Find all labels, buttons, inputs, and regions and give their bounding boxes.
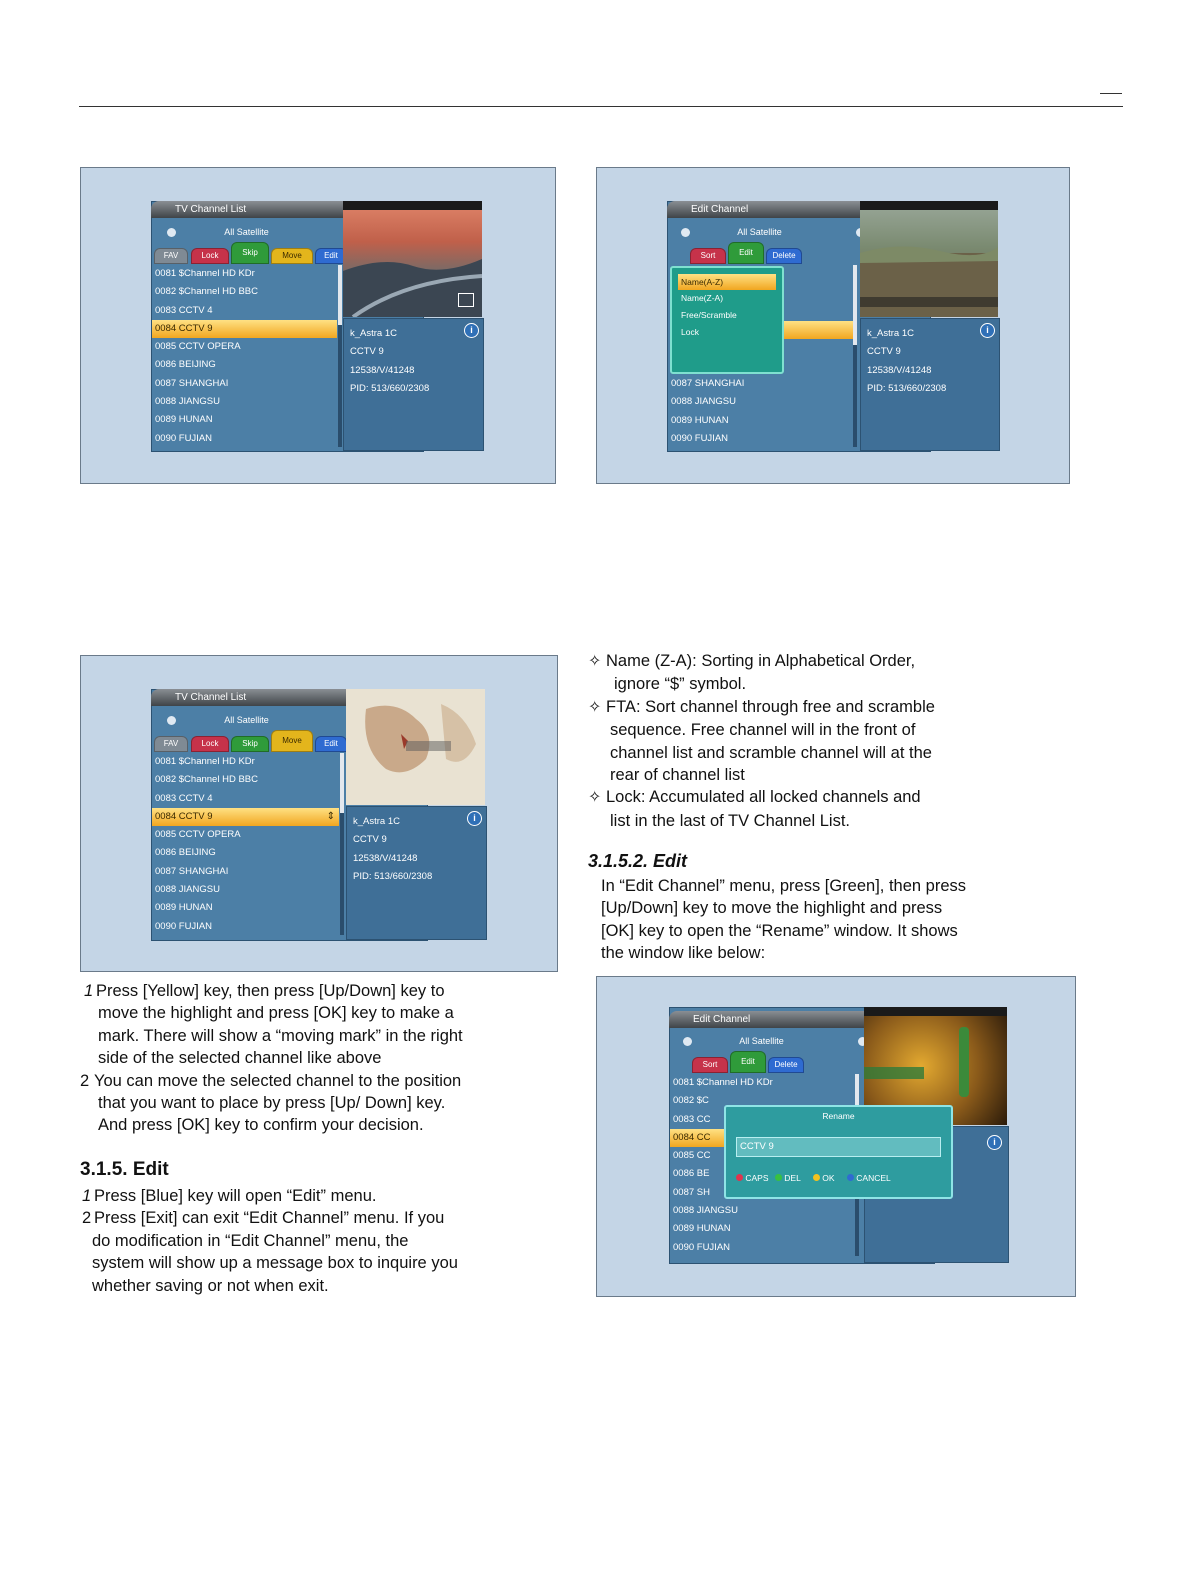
star-bullet-icon: ✧: [588, 698, 602, 716]
channel-row[interactable]: 0081 $Channel HD KDr: [155, 268, 255, 279]
header-mark: [1100, 93, 1122, 94]
tab-lock[interactable]: Lock: [191, 248, 229, 264]
satellite-label: All Satellite: [739, 1036, 784, 1046]
sort-option-name-az[interactable]: Name(A-Z): [678, 274, 776, 290]
channel-row[interactable]: 0083 CCTV 4: [155, 792, 213, 804]
list-item: ✧ Lock: Accumulated all locked channels and: [588, 786, 1028, 809]
sort-option-free-scramble[interactable]: Free/Scramble: [681, 310, 737, 320]
satellite-label: All Satellite: [224, 227, 269, 237]
satellite-selector[interactable]: [669, 1033, 854, 1050]
channel-row[interactable]: 0089 HUNAN: [671, 414, 729, 426]
channel-list: [668, 375, 848, 448]
arrow-left-icon[interactable]: [167, 716, 176, 725]
channel-row[interactable]: 0081 $Channel HD KDr: [155, 756, 255, 767]
channel-row[interactable]: 0086 BEIJING: [155, 359, 216, 371]
function-tabs: [690, 244, 840, 264]
tab-edit[interactable]: Edit: [315, 736, 347, 752]
info-channel: CCTV 9: [867, 346, 901, 358]
osd-title: Edit Channel: [669, 1011, 933, 1028]
tab-move[interactable]: Move: [271, 248, 313, 264]
osd-title: Edit Channel: [667, 201, 929, 218]
edit-sub-paragraph: In “Edit Channel” menu, press [Green], then press [Up/Down] key to move the highlight and press [OK] key to open the “Rename” window. It shows the window like below:: [601, 877, 967, 963]
channel-scrollbar[interactable]: [338, 265, 342, 447]
tab-skip[interactable]: Skip: [231, 736, 269, 752]
rename-title: Rename: [822, 1111, 855, 1121]
channel-row[interactable]: 0090 FUJIAN: [155, 432, 213, 444]
ok-button[interactable]: OK: [822, 1173, 835, 1183]
info-pid: PID: 513/660/2308: [350, 382, 430, 394]
channel-row[interactable]: 0087 SHANGHAI: [155, 377, 229, 389]
info-channel: CCTV 9: [350, 346, 384, 358]
channel-row[interactable]: 0087 SH: [673, 1186, 710, 1198]
channel-row[interactable]: 0090 FUJIAN: [673, 1241, 731, 1253]
channel-row[interactable]: 0082 $Channel HD BBC: [155, 286, 258, 298]
channel-row[interactable]: 0089 HUNAN: [155, 414, 213, 426]
section-heading-edit: 3.1.5. Edit: [80, 1159, 169, 1180]
list-item-cont: ignore “$” symbol.: [614, 675, 747, 694]
grassland-image: [860, 201, 998, 317]
channel-row[interactable]: 0082 $Channel HD BBC: [155, 774, 258, 786]
info-channel: CCTV 9: [353, 834, 387, 846]
tab-delete[interactable]: Delete: [766, 248, 802, 264]
channel-row-selected[interactable]: [152, 320, 337, 338]
info-frequency: 12538/V/41248: [867, 364, 932, 376]
red-dot-icon: [736, 1174, 743, 1181]
satellite-label: All Satellite: [224, 715, 269, 725]
info-satellite: k_Astra 1C: [867, 328, 914, 339]
osd-title: TV Channel List: [151, 201, 421, 218]
rename-input[interactable]: CCTV 9: [736, 1137, 941, 1157]
tab-skip[interactable]: Skip: [231, 242, 269, 264]
tab-edit[interactable]: Edit: [315, 248, 347, 264]
satellite-selector[interactable]: [151, 224, 342, 241]
satellite-selector[interactable]: [151, 712, 342, 729]
tab-sort[interactable]: Sort: [692, 1057, 728, 1073]
channel-row[interactable]: 0090 FUJIAN: [155, 920, 213, 932]
move-mark-icon: ⇕: [326, 810, 335, 822]
tab-fav[interactable]: FAV: [154, 736, 188, 752]
satellite-label: All Satellite: [737, 227, 782, 237]
arrow-left-icon[interactable]: [167, 228, 176, 237]
channel-info-panel: [860, 318, 1000, 451]
channel-info-panel: [346, 806, 487, 940]
list-item: ✧ FTA: Sort channel through free and scramble: [588, 696, 1028, 719]
tab-move[interactable]: Move: [271, 730, 313, 752]
del-button[interactable]: DEL: [784, 1173, 801, 1183]
section-heading-edit-sub: 3.1.5.2. Edit: [588, 851, 688, 871]
green-dot-icon: [775, 1174, 782, 1181]
video-preview: [343, 201, 482, 317]
highlight-bar: [778, 321, 855, 339]
channel-row-selected[interactable]: [152, 808, 339, 826]
sort-menu: [670, 266, 784, 374]
channel-row[interactable]: 0085 CCTV OPERA: [155, 341, 241, 353]
map-image: [346, 689, 485, 805]
channel-row[interactable]: 0089 HUNAN: [155, 902, 213, 914]
channel-list: [152, 265, 337, 448]
sort-option-name-za[interactable]: Name(Z-A): [681, 293, 724, 303]
channel-row[interactable]: 0083 CC: [673, 1113, 711, 1125]
channel-row[interactable]: 0083 CCTV 4: [155, 304, 213, 316]
info-icon: i: [980, 323, 995, 338]
video-preview: [346, 689, 485, 805]
rename-buttons: [736, 1173, 891, 1183]
info-pid: PID: 513/660/2308: [353, 870, 433, 882]
arrow-left-icon[interactable]: [681, 228, 690, 237]
tab-lock[interactable]: Lock: [191, 736, 229, 752]
blue-dot-icon: [847, 1174, 854, 1181]
info-icon: i: [464, 323, 479, 338]
osd-title: TV Channel List: [151, 689, 423, 706]
tab-fav[interactable]: FAV: [154, 248, 188, 264]
channel-row[interactable]: 0088 JIANGSU: [155, 396, 220, 408]
tab-sort[interactable]: Sort: [690, 248, 726, 264]
video-preview: [860, 201, 998, 317]
sort-options-list: ✧ Name (Z-A): Sorting in Alphabetical Order, ignore “$” symbol. ✧ FTA: Sort channel through free and scramble sequence. Free channel will in the front of channel list and scramble channel will at the rear of channel list ✧ Lock: Accumulated all locked channels and list in the last of TV Channel List.: [588, 650, 1028, 832]
channel-row[interactable]: 0089 HUNAN: [673, 1223, 731, 1235]
list-item: ✧ Name (Z-A): Sorting in Alphabetical Order,: [588, 650, 1028, 673]
caps-button[interactable]: CAPS: [745, 1173, 769, 1183]
header-rule: [79, 106, 1123, 107]
screenshot-edit-channel-sort: [596, 167, 1070, 484]
channel-row-selected[interactable]: 0084 CC: [670, 1129, 852, 1147]
tab-edit[interactable]: Edit: [730, 1051, 766, 1073]
star-bullet-icon: ✧: [588, 653, 602, 670]
function-tabs: [692, 1053, 842, 1073]
tab-delete[interactable]: Delete: [768, 1057, 804, 1073]
info-frequency: 12538/V/41248: [353, 852, 418, 864]
channel-label: 0084 CCTV 9: [155, 810, 213, 822]
info-satellite: k_Astra 1C: [350, 328, 397, 339]
channel-row[interactable]: 0087 SHANGHAI: [671, 378, 745, 389]
channel-row[interactable]: 0085 CCTV OPERA: [155, 829, 241, 841]
channel-row[interactable]: 0086 BE: [673, 1168, 710, 1180]
channel-row[interactable]: 0088 JIANGSU: [671, 396, 736, 408]
info-pid: PID: 513/660/2308: [867, 382, 947, 394]
channel-label: 0084 CCTV 9: [155, 322, 213, 334]
channel-row[interactable]: 0081 $Channel HD KDr: [673, 1077, 773, 1088]
channel-list: [152, 753, 339, 936]
tab-edit[interactable]: Edit: [728, 242, 764, 264]
channel-row[interactable]: 0086 BEIJING: [155, 847, 216, 859]
subtitle-icon: [458, 293, 474, 307]
sort-option-lock[interactable]: Lock: [681, 327, 699, 337]
cancel-button[interactable]: CANCEL: [856, 1173, 891, 1183]
channel-row[interactable]: 0082 $C: [673, 1095, 709, 1107]
screenshot-move-channel: [80, 655, 558, 972]
channel-row[interactable]: 0087 SHANGHAI: [155, 865, 229, 877]
channel-scrollbar[interactable]: [853, 265, 857, 447]
channel-row[interactable]: 0090 FUJIAN: [671, 432, 729, 444]
info-satellite: k_Astra 1C: [353, 816, 400, 827]
channel-row[interactable]: 0085 CC: [673, 1150, 711, 1162]
move-steps: 1 Press [Yellow] key, then press [Up/Down] key to move the highlight and press [OK] key to make a mark. There will show a “moving mark” in the right side of the selected channel like above 2 You can move the selected channel to the position that you want to place by press [Up/ Down] key. And press [OK] key to confirm your decision.: [80, 982, 463, 1135]
info-icon: i: [467, 811, 482, 826]
star-bullet-icon: ✧: [588, 789, 602, 807]
info-icon: i: [987, 1135, 1002, 1150]
satellite-selector[interactable]: [667, 224, 852, 241]
channel-scrollbar[interactable]: [340, 753, 344, 935]
channel-info-panel: [343, 318, 484, 451]
channel-row[interactable]: 0088 JIANGSU: [673, 1205, 738, 1217]
yellow-dot-icon: [813, 1174, 820, 1181]
screenshot-rename-window: [596, 976, 1076, 1297]
screenshot-tv-channel-list: [80, 167, 556, 484]
info-frequency: 12538/V/41248: [350, 364, 415, 376]
rename-dialog: [724, 1105, 953, 1199]
edit-steps: 1 Press [Blue] key will open “Edit” menu. 2 Press [Exit] can exit “Edit Channel” menu. If you do modification in “Edit Channel” menu, the system will show up a message box to inquire you whether saving or not when exit.: [82, 1187, 458, 1295]
channel-row[interactable]: 0088 JIANGSU: [155, 884, 220, 896]
arrow-left-icon[interactable]: [683, 1037, 692, 1046]
